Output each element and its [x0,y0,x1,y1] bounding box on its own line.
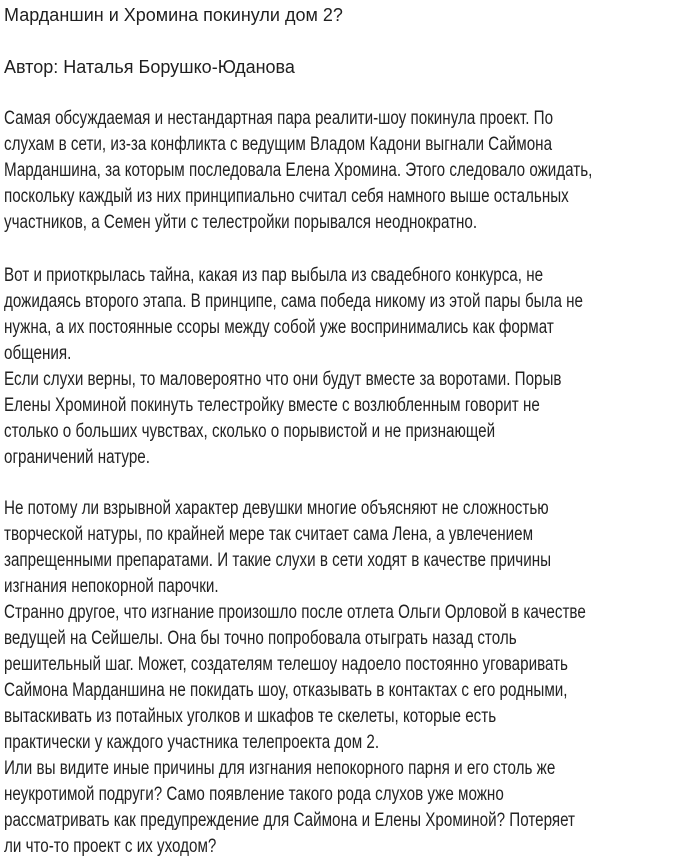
text-line: Самая обсуждаемая и нестандартная пара реалити-шоу покинула проект. По [4,108,554,129]
text-line: ограничений натуре. [4,447,150,468]
text-line: Саймона Марданшина не покидать шоу, отказывать в контактах с его родными, [4,680,568,701]
text-line: запрещенными препаратами. И такие слухи в сети ходят в качестве причины [4,550,552,571]
text-line: ли что-то проект с их уходом? [4,836,217,857]
text-line: нужна, а их постоянные ссоры между собой уже воспринимались как формат [4,317,554,338]
text-line: решительный шаг. Может, создателям телешоу надоело постоянно уговаривать [4,654,568,675]
text-line: Марданшина, за которым последовала Елена Хромина. Этого следовало ожидать, [4,160,593,181]
article-author: Автор: Наталья Борушко-Юданова [4,57,295,77]
text-line: ведущей на Сейшелы. Она бы точно попробовала отыграть назад столь [4,628,517,649]
text-line: рассматривать как предупреждение для Саймона и Елены Хроминой? Потеряет [4,810,576,831]
text-line: вытаскивать из потайных уголков и шкафов те скелеты, которые есть [4,706,497,727]
text-line: практически у каждого участника телепроекта дом 2. [4,732,380,753]
text-line: Вот и приоткрылась тайна, какая из пар выбыла из свадебного конкурса, не [4,265,544,286]
text-line: творческой натуры, по крайней мере так считает сама Лена, а увлечением [4,524,534,545]
text-line: общения. [4,343,72,364]
text-line: слухам в сети, из-за конфликта с ведущим Владом Кадони выгнали Саймона [4,134,553,155]
text-line: поскольку каждый из них принципиально считал себя намного выше остальных [4,186,569,207]
text-line: Или вы видите иные причины для изгнания непокорного парня и его столь же [4,758,556,779]
text-line: участников, а Семен уйти с телестройки порывался неоднократно. [4,212,478,233]
text-line: Не потому ли взрывной характер девушки многие объясняют не сложностью [4,498,549,519]
text-line: Если слухи верны, то маловероятно что они будут вместе за воротами. Порыв [4,369,562,390]
text-line: Странно другое, что изгнание произошло после отлета Ольги Орловой в качестве [4,602,586,623]
text-line: Елены Хроминой покинуть телестройку вместе с возлюбленным говорит не [4,395,540,416]
text-line: столько о больших чувствах, сколько о порывистой и не признающей [4,421,496,442]
text-line: изгнания непокорной парочки. [4,576,219,597]
text-line: дожидаясь второго этапа. В принципе, сама победа никому из этой пары была не [4,291,583,312]
text-line: неукротимой подруги? Само появление такого рода слухов уже можно [4,784,504,805]
article-title: Марданшин и Хромина покинули дом 2? [4,5,343,25]
